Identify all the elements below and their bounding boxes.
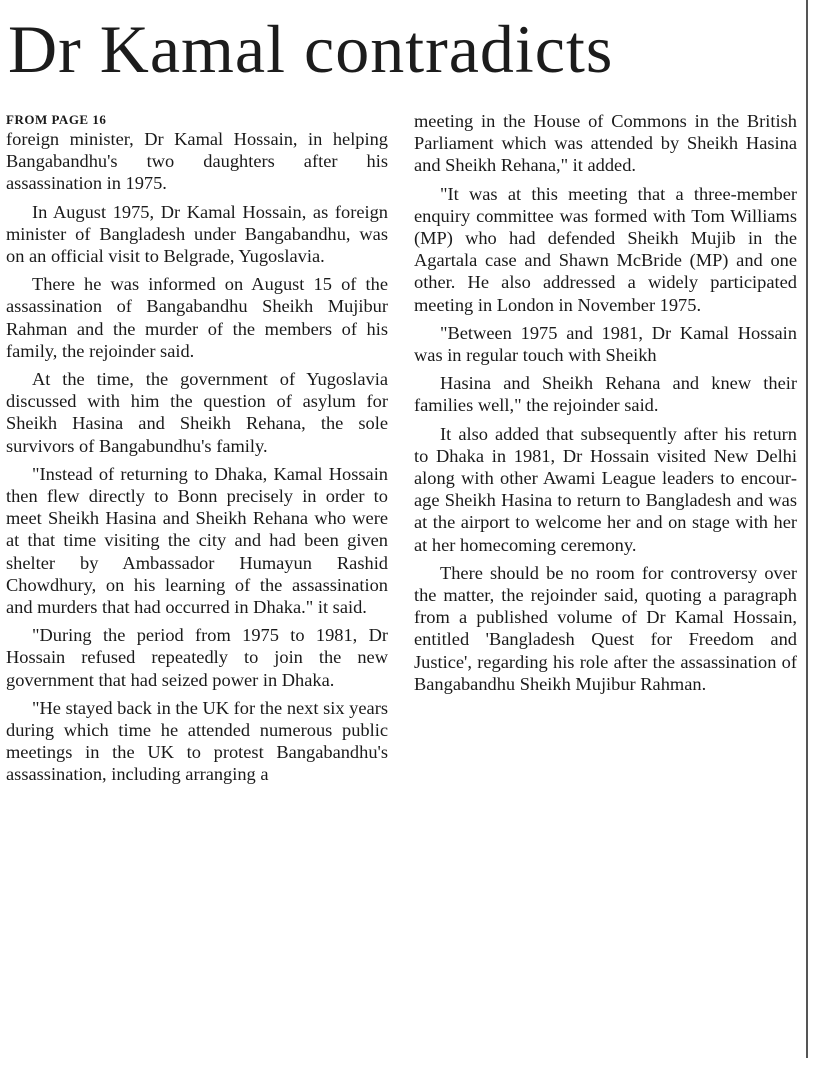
article-column-right [414,110,797,701]
paragraph: "Between 1975 and 1981, Dr Kamal Hossain was in regular touch with Sheikh [414,322,797,366]
paragraph: In August 1975, Dr Kamal Hossain, as foreign minister of Bangladesh under Bangabandhu, was on an official visit to Belgrade, Yugoslavia. [6,201,388,267]
paragraph: "It was at this meeting that a three-member enquiry committee was formed with Tom Williams (MP) who had defended Sheikh Mujib in the Agartala case and Shawn McBride (MP) and one other. He also addressed a widely participated meeting in London in November 1975. [414,183,797,315]
article-column-left [6,110,388,792]
paragraph: foreign minister, Dr Kamal Hossain, in helping Bangabandhu's two daughters after his assassination in 1975. [6,129,388,194]
paragraph: There should be no room for controversy over the matter, the rejoinder said, quoting a paragraph from a published volume of Dr Kamal Hossain, entitled 'Bangladesh Quest for Freedom and Justice', regarding his role after the assassination of Bangabandhu Sheikh Mujibur Rahman. [414,562,797,694]
paragraph: At the time, the government of Yugoslavia discussed with him the question of asylum for Sheikh Hasina and Sheikh Rehana, the sole survivors of Bangabundhu's family. [6,369,388,456]
paragraph: meeting in the House of Commons in the British Parliament which was attended by Sheikh Hasina and Sheikh Rehana," it added. [414,111,797,176]
headline: Dr Kamal contradicts [8,11,614,87]
jump-line: FROM PAGE 16 [6,112,107,127]
column-rule [806,0,808,1058]
paragraph: It also added that subsequently after his return to Dhaka in 1981, Dr Hossain visited New Delhi along with other Awami League leaders to encourage Sheikh Hasina to return to Bangladesh and was at the airport to welcome her and on stage with her at her homecoming ceremony. [414,423,797,555]
paragraph: There he was informed on August 15 of the assassination of Bangabandhu Sheikh Mujibur Rahman and the murder of the members of his family, the rejoinder said. [6,274,388,361]
paragraph: "He stayed back in the UK for the next six years during which time he attended numerous public meetings in the UK to protest Bangabandhu's assassination, including arranging a [6,697,388,785]
paragraph: "During the period from 1975 to 1981, Dr Hossain refused repeatedly to join the new government that had seized power in Dhaka. [6,625,388,690]
paragraph: Hasina and Sheikh Rehana and knew their families well," the rejoinder said. [414,373,797,416]
paragraph: "Instead of returning to Dhaka, Kamal Hossain then flew directly to Bonn precisely in order to meet Sheikh Hasina and Sheikh Rehana who were at that time visiting the city and had been given shelter by Ambassador Humayun Rashid Chowdhury, on his learning of the assassination and murders that had occurred in Dhaka." it said. [6,463,388,618]
